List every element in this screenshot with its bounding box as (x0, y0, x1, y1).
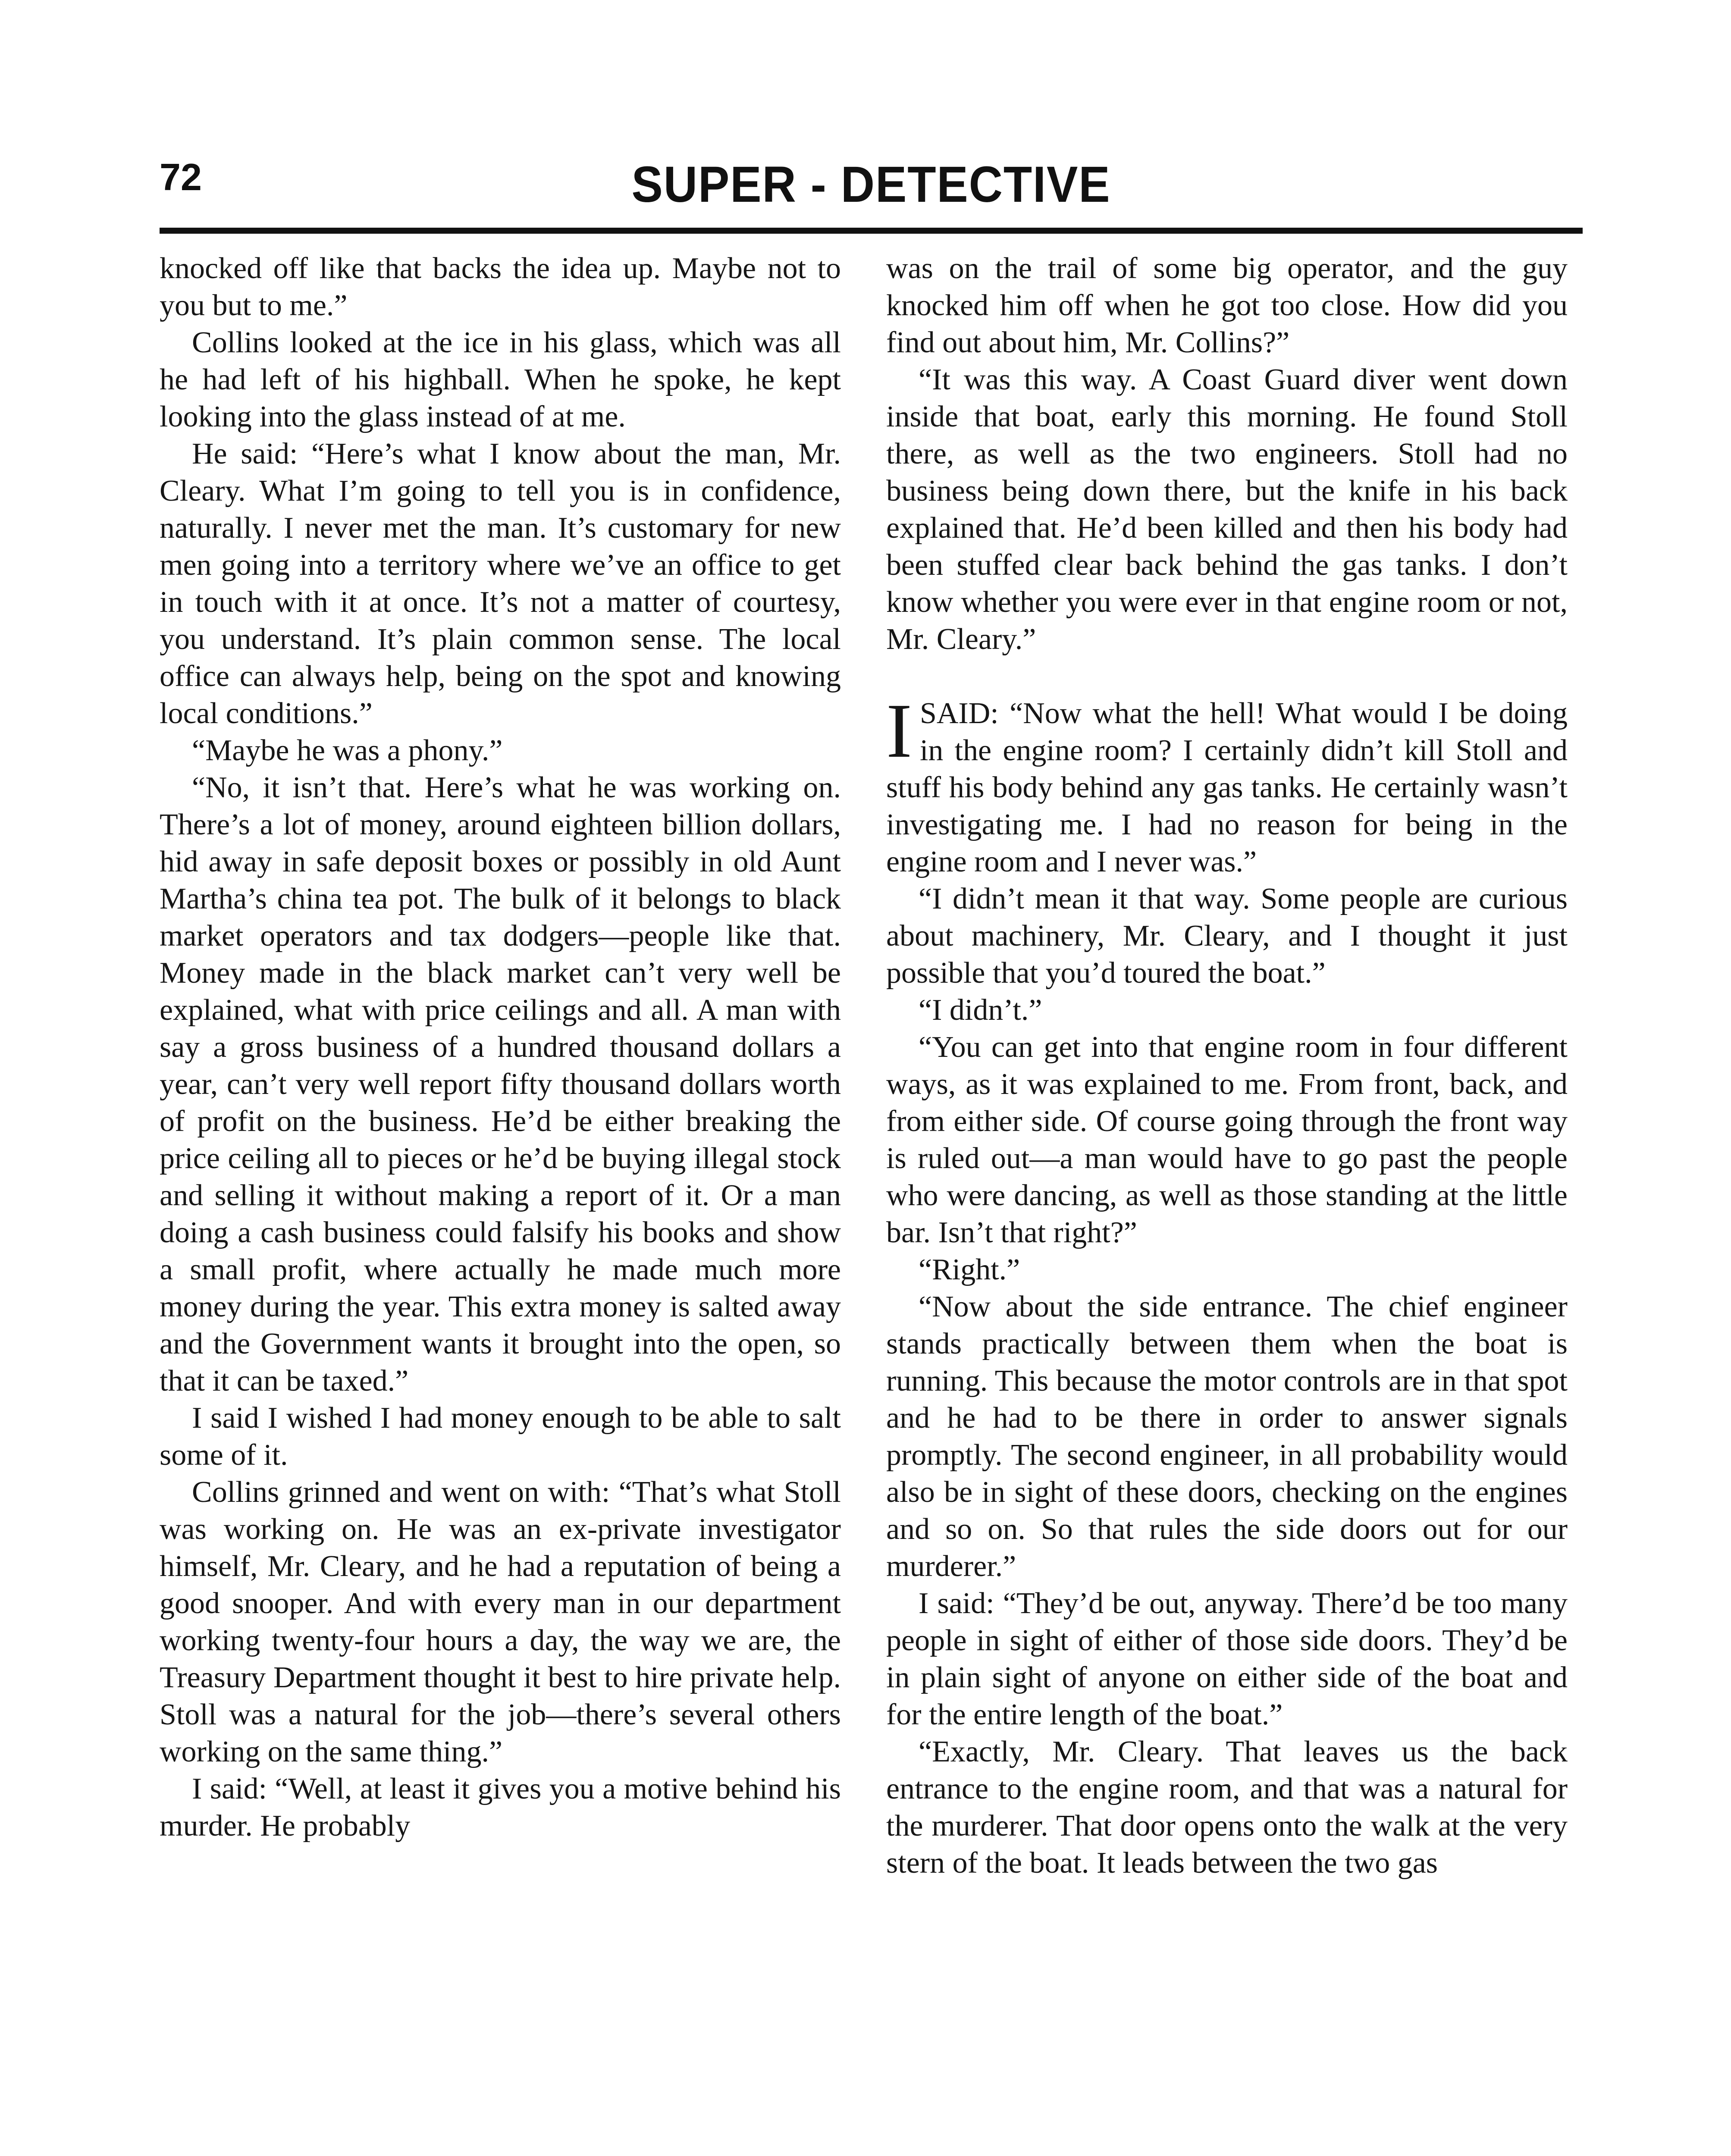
paragraph: “Right.” (919, 1253, 1020, 1286)
paragraph: “I didn’t mean it that way. Some people are curious about machinery, Mr. Cleary, and I thought it just possible that you’d toured the boat.” (886, 882, 1568, 990)
paragraph: I said I wished I had money enough to be able to salt some of it. (160, 1401, 841, 1472)
paragraph: Collins looked at the ice in his glass, which was all he had left of his highball. When he spoke, he kept looking into the glass instead of at me. (160, 326, 841, 433)
section-opening-paragraph (886, 688, 1568, 881)
header-rule (160, 228, 1583, 234)
paragraph: was on the trail of some big operator, and the guy knocked him off when he got too close. How did you find out about him, Mr. Collins?” (886, 252, 1568, 359)
paragraph: He said: “Here’s what I know about the man, Mr. Cleary. What I’m going to tell you is in confidence, naturally. I never met the man. It’s customary for new men going into a territory where we’ve an office to get in touch with it at once. It’s not a matter of courtesy, you understand. It’s plain common sense. The local office can always help, being on the spot and knowing local conditions.” (160, 437, 841, 730)
page-header (160, 147, 1583, 233)
paragraph: I said: “They’d be out, anyway. There’d be too many people in sight of either of those side doors. They’d be in plain sight of anyone on either side of the boat and for the entire length of the boat.” (886, 1587, 1568, 1731)
paragraph: “You can get into that engine room in four different ways, as it was explained to me. From front, back, and from either side. Of course going through the front way is ruled out—a man would have to go past the people who were dancing, as well as those standing at the little bar. Isn’t that right?” (886, 1031, 1568, 1249)
paragraph: knocked off like that backs the idea up. Maybe not to you but to me.” (160, 252, 841, 322)
paragraph: “It was this way. A Coast Guard diver went down inside that boat, early this morning. He found Stoll there, as well as the two engineers. Stoll had no business being down there, but the knife in his back explained that. He’d been killed and then his body had been stuffed clear back behind the gas tanks. I don’t know whether you were ever in that engine room or not, Mr. Cleary.” (886, 363, 1568, 656)
magazine-title: SUPER - DETECTIVE (631, 156, 1111, 213)
left-column (160, 250, 841, 2156)
paragraph: “Now about the side entrance. The chief engineer stands practically between them when the boat is running. This because the motor controls are in that spot and he had to be there in order to answer signals promptly. The second engineer, in all probability would also be in sight of these doors, checking on the engines and so on. So that rules the side doors out for our murderer.” (886, 1290, 1568, 1583)
paragraph: “No, it isn’t that. Here’s what he was working on. There’s a lot of money, around eighteen billion dollars, hid away in safe deposit boxes or possibly in old Aunt Martha’s china tea pot. The bulk of it belongs to black market operators and tax dodgers—people like that. Money made in the black market can’t very well be explained, what with price ceilings and all. A man with say a gross business of a hundred thousand dollars a year, can’t very well report fifty thousand dollars worth of profit on the business. He’d be either breaking the price ceiling all to pieces or he’d be buying illegal stock and selling it without making a report of it. Or a man doing a cash business could falsify his books and show a small profit, where actually he made much more money during the year. This extra money is salted away and the Government wants it brought into the open, so that it can be taxed.” (160, 771, 841, 1398)
paragraph: “Exactly, Mr. Cleary. That leaves us the back entrance to the engine room, and that was a natural for the murderer. That door opens onto the walk at the very stern of the boat. It leads between the two gas (886, 1735, 1568, 1880)
section-opening-text: SAID: “Now what the hell! What would I be doing in the engine room? I certainly didn’t kill Stoll and stuff his body behind any gas tanks. He certainly wasn’t investigating me. I had no reason for being in the engine room and I never was.” (886, 697, 1568, 878)
paragraph: Collins grinned and went on with: “That’s what Stoll was working on. He was an ex-private investigator himself, Mr. Cleary, and he had a reputation of being a good snooper. And with every man in our department working twenty-four hours a day, the way we are, the Treasury Department thought it best to hire private help. Stoll was a natural for the job—there’s several others working on the same thing.” (160, 1476, 841, 1768)
right-column (886, 250, 1568, 2156)
paragraph: “Maybe he was a phony.” (192, 734, 503, 767)
paragraph: “I didn’t.” (919, 993, 1042, 1027)
paragraph: I said: “Well, at least it gives you a motive behind his murder. He probably (160, 1772, 841, 1843)
drop-cap: I (886, 688, 912, 774)
page-number: 72 (160, 156, 202, 198)
